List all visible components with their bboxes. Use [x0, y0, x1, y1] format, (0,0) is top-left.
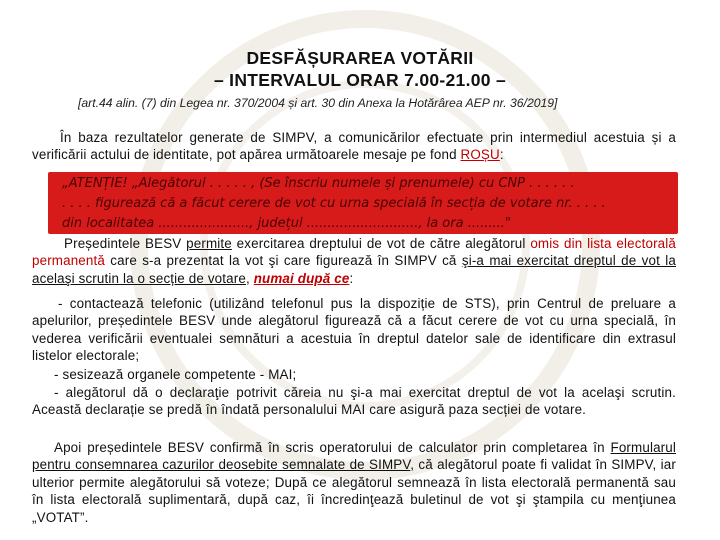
- alert-message-text: [62, 174, 682, 234]
- p6-text-b: , că alegătorul poate fi validat în SIMPV, iar ulterior permite alegătorului să voteze; După ce alegătorul semnează în lista electorală permanentă sau în lista electorală suplimentară, după caz, îi încredinţează buletinul de vot şi ştampila cu menţiunea „VOTAT”.: [32, 457, 677, 525]
- step-notify-authorities: - sesizează organele competente - MAI;: [54, 367, 297, 382]
- president-permits-paragraph: [32, 235, 676, 287]
- p2-text-d: ,: [245, 270, 254, 286]
- step-contact-phone: - contactează telefonic (utilizând telefonul pus la dispoziție de STS), prin Centrul de preluare a apelurilor, președintele BESV unde alegătorul figurează că a făcut cerere de vot cu urna specială, în vederea verificării eventualei semnături a acestuia în dreptul datelor sale de identificare din extrasul listelor electorale;: [32, 296, 676, 364]
- permits-keyword: permite: [186, 236, 232, 251]
- p6-text-a: Apoi președintele BESV confirmă în scris operatorului de calculator prin completarea în: [54, 440, 611, 455]
- alert-line-1: „ATENȚIE! „Alegătorul . . . . . , (Se înscriu numele și prenumele) cu CNP . . . . . .: [62, 176, 575, 191]
- only-after-phrase: numai după ce: [253, 270, 350, 286]
- p2-text-e: :: [349, 270, 354, 286]
- page-title: DESFĂȘURAREA VOTĂRII: [246, 48, 474, 68]
- confirmation-paragraph: [32, 439, 676, 526]
- already-voted-phrase: şi-a mai exercitat dreptul de vot la acelaşi scrutin la o secție de votare: [32, 253, 677, 286]
- alert-line-3: din localitatea ......................, județul ..........................., la ora .........": [62, 216, 511, 231]
- special-cases-form-name: Formularul pentru consemnarea cazurilor deosebite semnalate de SIMPV: [32, 440, 676, 473]
- p2-text-a: Președintele BESV: [64, 236, 187, 251]
- alert-line-2: . . . . figurează că a făcut cerere de vot cu urna specială în secția de votare nr. . . . .: [62, 196, 606, 211]
- p2-text-c: care s-a prezentat la vot şi care figurează în SIMPV că: [104, 253, 462, 269]
- intro-paragraph: [32, 129, 676, 164]
- p2-text-b: exercitarea dreptului de vot de către alegătorul: [231, 236, 531, 251]
- intro-end: :: [499, 147, 504, 163]
- intro-text: În baza rezultatelor generate de SIMPV, a comunicărilor efectuate prin intermediul acestuia și a verificării actului de identitate, pot apărea următoarele mesaje pe fond: [32, 130, 676, 163]
- legal-reference: [art.44 alin. (7) din Legea nr. 370/2004 și art. 30 din Anexa la Hotărârea AEP nr. 36/2019]: [78, 96, 558, 110]
- red-background-keyword: ROȘU: [460, 147, 500, 163]
- step-voter-declaration: - alegătorul dă o declaraţie potrivit căreia nu şi-a mai exercitat dreptul de vot la acelaşi scrutin. Această declarație se predă în îndată personalului MAI care asigură paza secției de votare.: [32, 385, 676, 418]
- page-subtitle: – INTERVALUL ORAR 7.00-21.00 –: [213, 70, 507, 90]
- omitted-voter-phrase: omis din lista electorală permanentă: [32, 236, 676, 269]
